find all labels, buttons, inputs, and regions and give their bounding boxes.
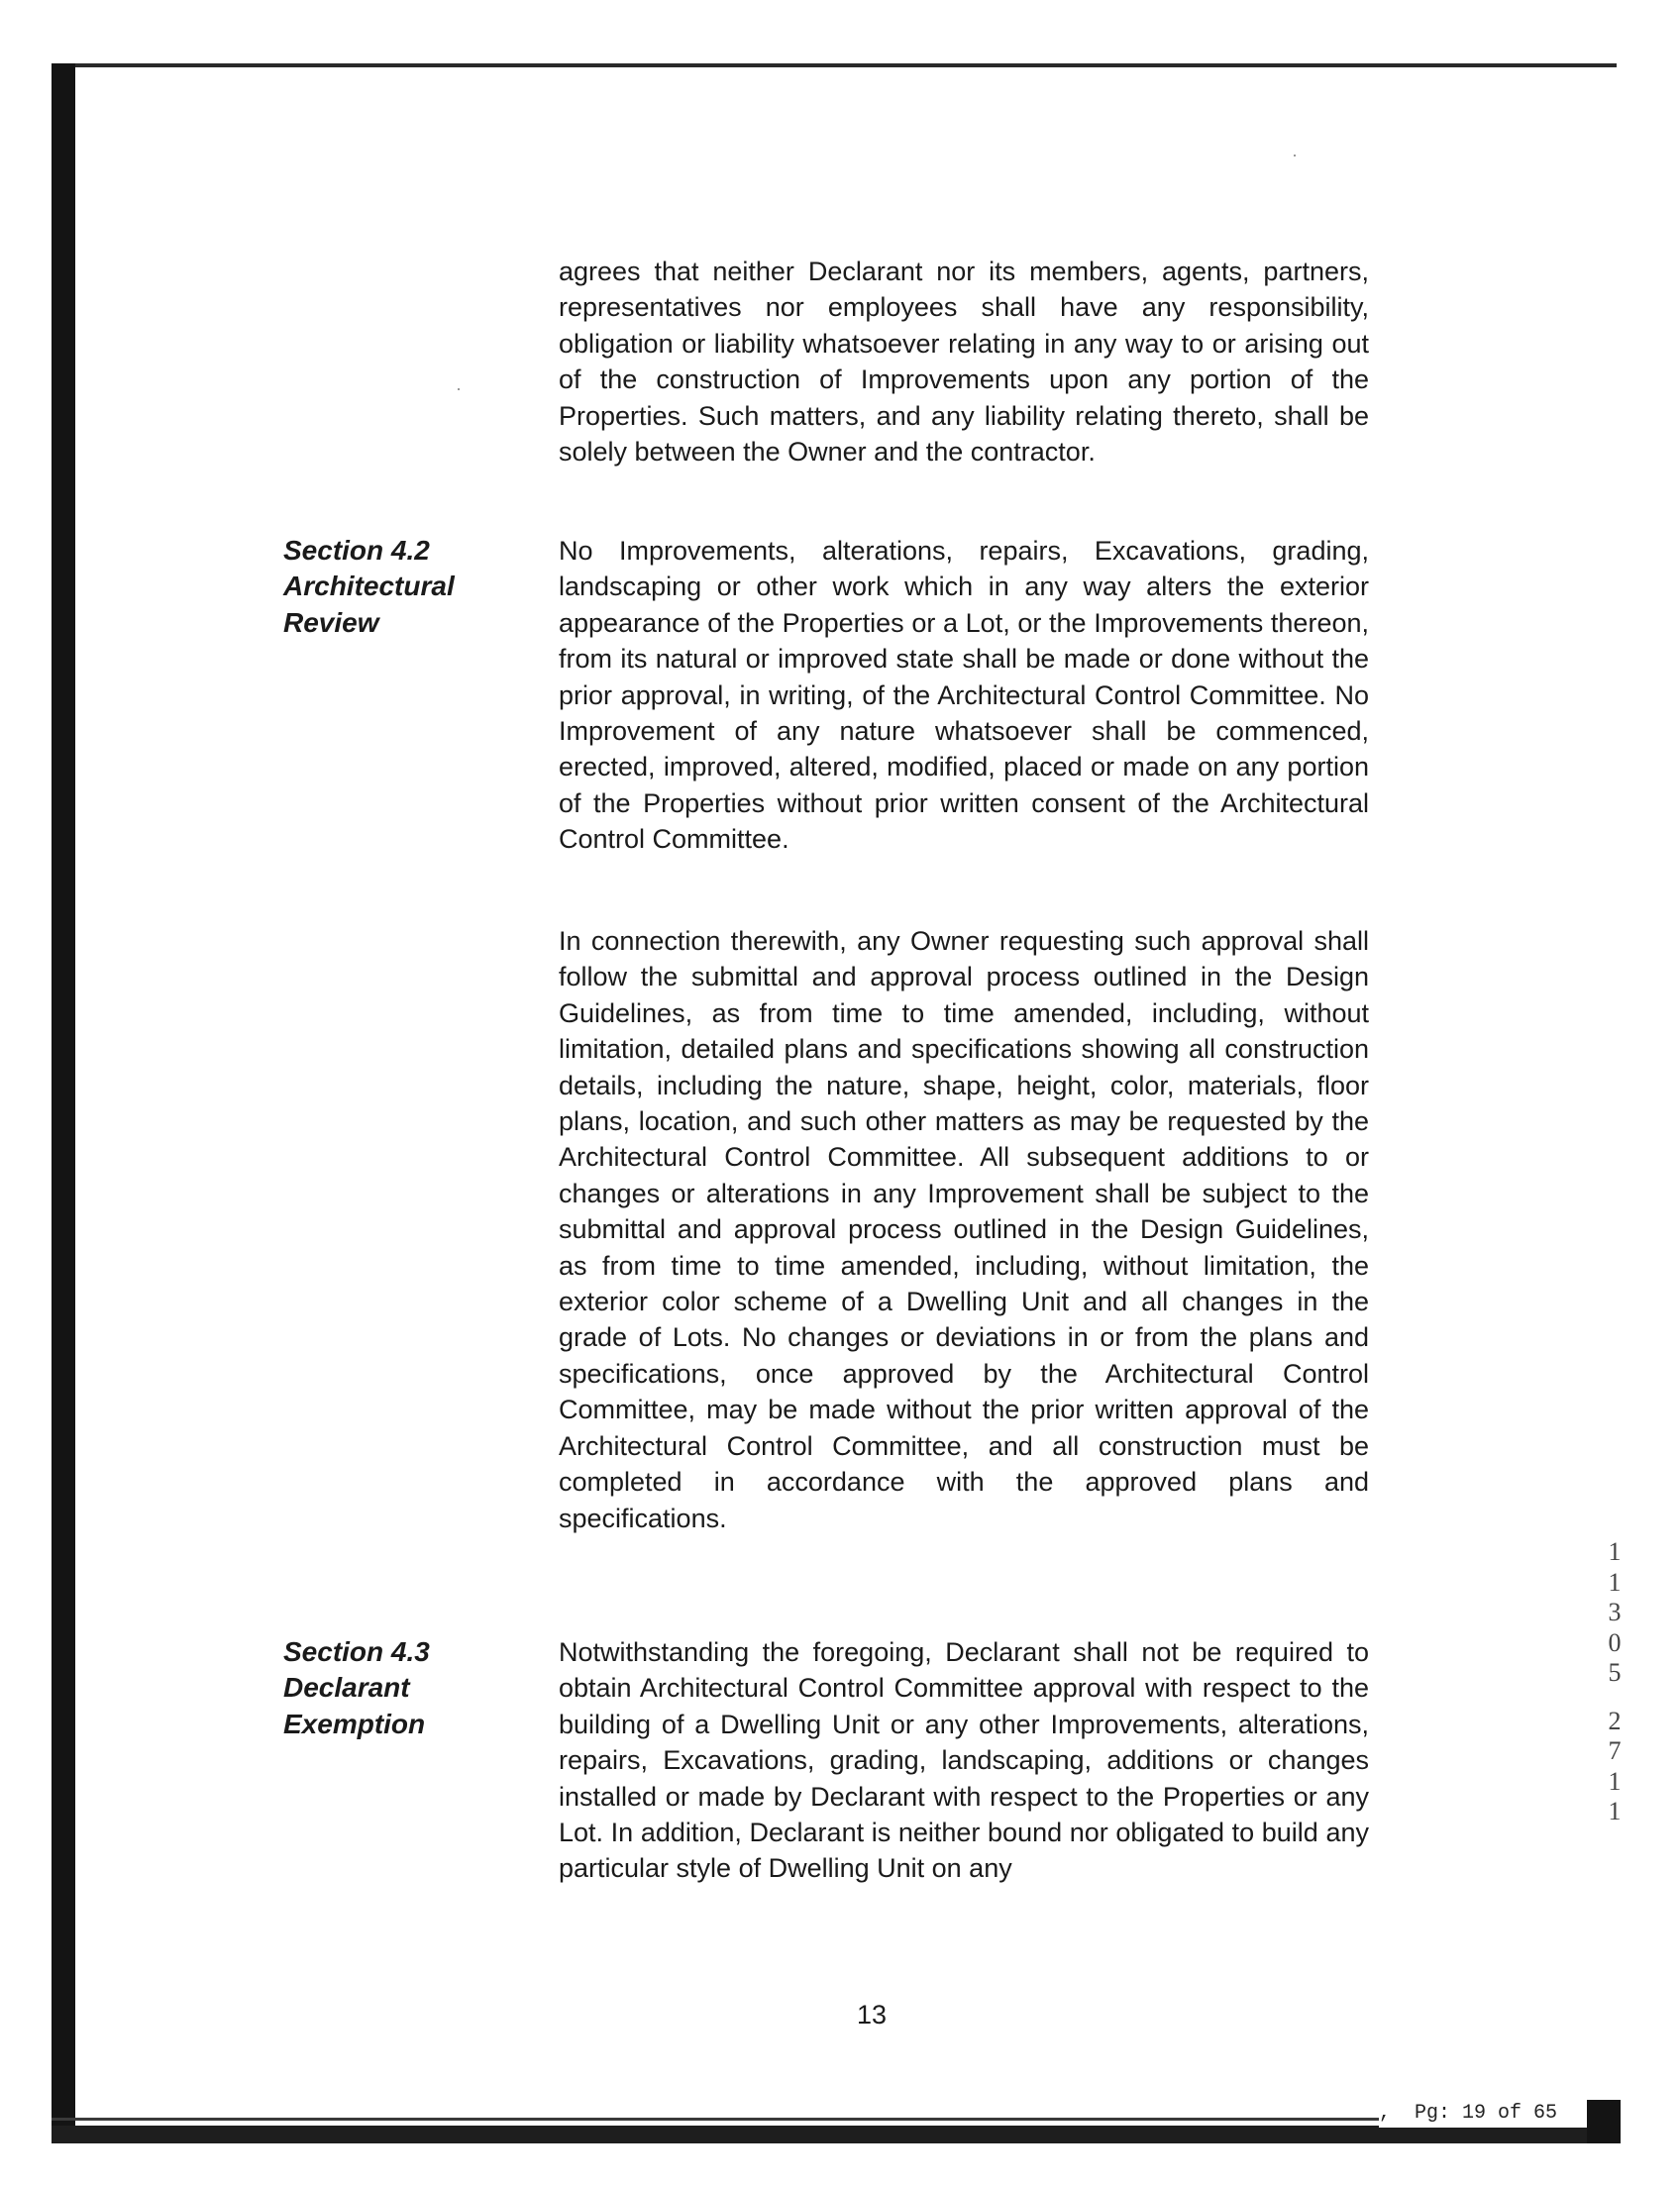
paragraph-approval-process: In connection therewith, any Owner requesting such approval shall follow the submittal and approval process outlined in the Design Guidelines, as from time to time amended, including, without limitation, detailed plans and specifications showing all construction details, including the nature, shape, height, color, materials, floor plans, location, and such other matters as may be requested by the Architectural Control Committee. All subsequent additions to or changes or alterations in any Improvement shall be subject to the submittal and approval process outlined in the Design Guidelines, as from time to time amended, including, without limitation, the exterior color scheme of a Dwelling Unit and all changes in the grade of Lots. No changes or deviations in or from the plans and specifications, once approved by the Architectural Control Committee, may be made without the prior written approval of the Architectural Control Committee, and all construction must be completed in accordance with the approved plans and specifications.: [559, 926, 1369, 1533]
margin-digit: 1: [1608, 1766, 1622, 1796]
section-title-line: Exemption: [283, 1708, 426, 1739]
margin-recording-number: [1605, 1537, 1625, 1827]
margin-digit: 5: [1608, 1658, 1622, 1687]
paragraph-intro: agrees that neither Declarant nor its members, agents, partners, representatives nor employees shall have any responsibility, obligation or liability whatsoever relating in any way to or arising out of the construction of Improvements upon any portion of the Properties. Such matters, and any liability relating thereto, shall be solely between the Owner and the contractor.: [559, 257, 1369, 468]
margin-gap: [1605, 1689, 1625, 1707]
margin-digit: 0: [1608, 1627, 1622, 1657]
scan-border-bottom: [52, 2126, 1621, 2143]
scan-speck: [458, 388, 460, 390]
scan-corner-block: [1587, 2100, 1621, 2143]
paragraph-declarant-exemption: Notwithstanding the foregoing, Declarant shall not be required to obtain Architectural Control Committee approval with respect to the building of a Dwelling Unit or any other Improvements, alterations, repairs, Excavations, grading, landscaping, additions or changes installed or made by Declarant with respect to the Properties or any Lot. In addition, Declarant is neither bound nor obligated to build any particular style of Dwelling Unit on any: [559, 1637, 1369, 1884]
scan-speck: [1294, 155, 1296, 156]
section-title-line: Declarant: [283, 1672, 410, 1704]
margin-digit: 1: [1608, 1567, 1622, 1597]
scan-border-top: [57, 63, 1617, 67]
margin-digit: 1: [1608, 1537, 1622, 1566]
page-number: 13: [856, 2000, 888, 2030]
section-4-3-heading: [283, 1634, 531, 1742]
margin-digit: 2: [1608, 1706, 1622, 1735]
scan-border-left: [52, 63, 75, 2143]
scan-border-bottom-line: [52, 2118, 1399, 2121]
section-4-2-heading: [283, 533, 531, 641]
section-number: Section 4.2: [283, 535, 430, 566]
section-title-line: Architectural: [283, 571, 455, 602]
page-count-stamp: , Pg: 19 of 65: [1379, 2100, 1587, 2128]
paragraph-architectural-review: No Improvements, alterations, repairs, Excavations, grading, landscaping or other work which in any way alters the exterior appearance of the Properties or a Lot, or the Improvements thereon, from its natural or improved state shall be made or done without the prior approval, in writing, of the Architectural Control Committee. No Improvement of any nature whatsoever shall be commenced, erected, improved, altered, modified, placed or made on any portion of the Properties without prior written consent of the Architectural Control Committee.: [559, 536, 1369, 855]
margin-digit: 1: [1608, 1797, 1622, 1825]
section-title-line: Review: [283, 606, 379, 638]
margin-digit: 7: [1608, 1736, 1622, 1765]
margin-digit: 3: [1608, 1598, 1622, 1626]
section-number: Section 4.3: [283, 1636, 430, 1667]
